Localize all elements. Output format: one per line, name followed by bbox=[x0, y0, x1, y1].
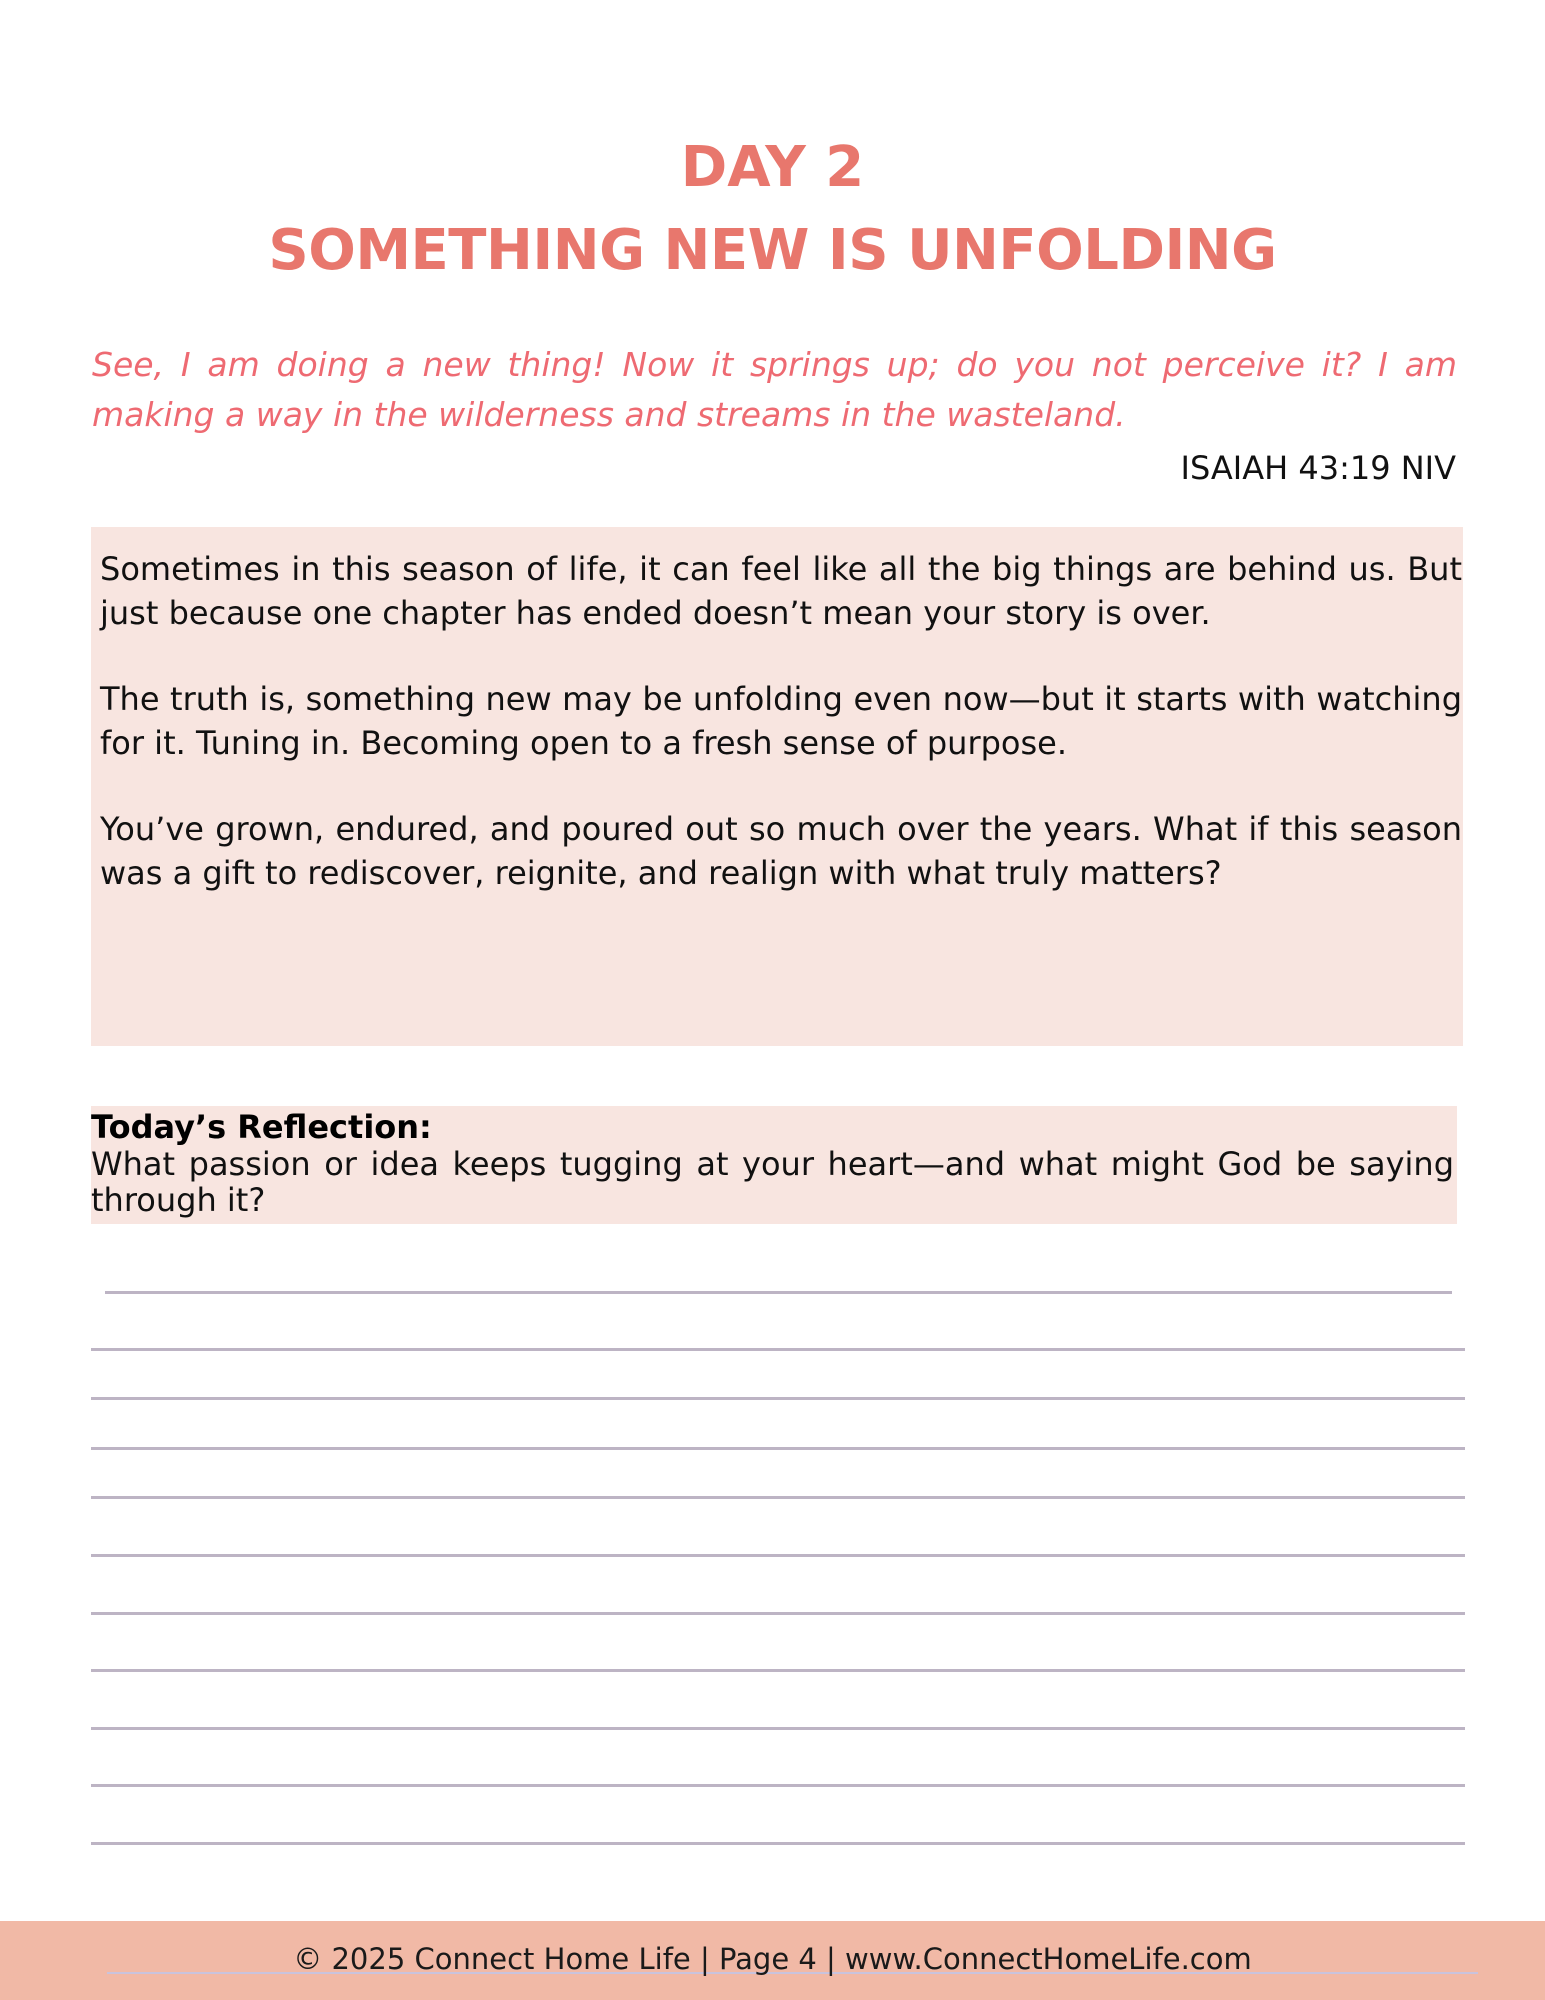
reflection-heading: Today’s Reflection: bbox=[91, 1108, 432, 1146]
devotion-paragraph: You’ve grown, endured, and poured out so much over the years. What if this season was a gift to rediscover, reignite, and realign with what truly matters? bbox=[100, 810, 1462, 892]
writing-line[interactable] bbox=[91, 1842, 1465, 1845]
writing-line[interactable] bbox=[91, 1447, 1465, 1450]
writing-line[interactable] bbox=[91, 1496, 1465, 1499]
devotion-paragraph: The truth is, something new may be unfolding even now—but it starts with watching for it. Tuning in. Becoming open to a fresh sense of purpose. bbox=[100, 680, 1462, 762]
writing-line[interactable] bbox=[91, 1727, 1465, 1730]
writing-line[interactable] bbox=[91, 1397, 1465, 1400]
reflection-question: What passion or idea keeps tugging at your heart—and what might God be saying through it? bbox=[91, 1145, 1454, 1219]
writing-line[interactable] bbox=[91, 1554, 1465, 1557]
scripture-reference: ISAIAH 43:19 NIV bbox=[1180, 449, 1456, 487]
writing-line[interactable] bbox=[91, 1612, 1465, 1615]
footer-text: © 2025 Connect Home Life | Page 4 | www.ConnectHomeLife.com bbox=[293, 1942, 1252, 1976]
writing-line[interactable] bbox=[91, 1784, 1465, 1787]
devotion-paragraph: Sometimes in this season of life, it can feel like all the big things are behind us. But just because one chapter has ended doesn’t mean your story is over. bbox=[100, 550, 1462, 632]
day-label: DAY 2 bbox=[680, 135, 865, 200]
writing-line[interactable] bbox=[91, 1669, 1465, 1672]
page-title: SOMETHING NEW IS UNFOLDING bbox=[268, 218, 1277, 283]
scripture-verse: See, I am doing a new thing! Now it springs up; do you not perceive it? I am making a way in the wilderness and streams in the wasteland. bbox=[92, 345, 1457, 434]
writing-line[interactable] bbox=[91, 1348, 1465, 1351]
writing-line[interactable] bbox=[105, 1291, 1452, 1294]
